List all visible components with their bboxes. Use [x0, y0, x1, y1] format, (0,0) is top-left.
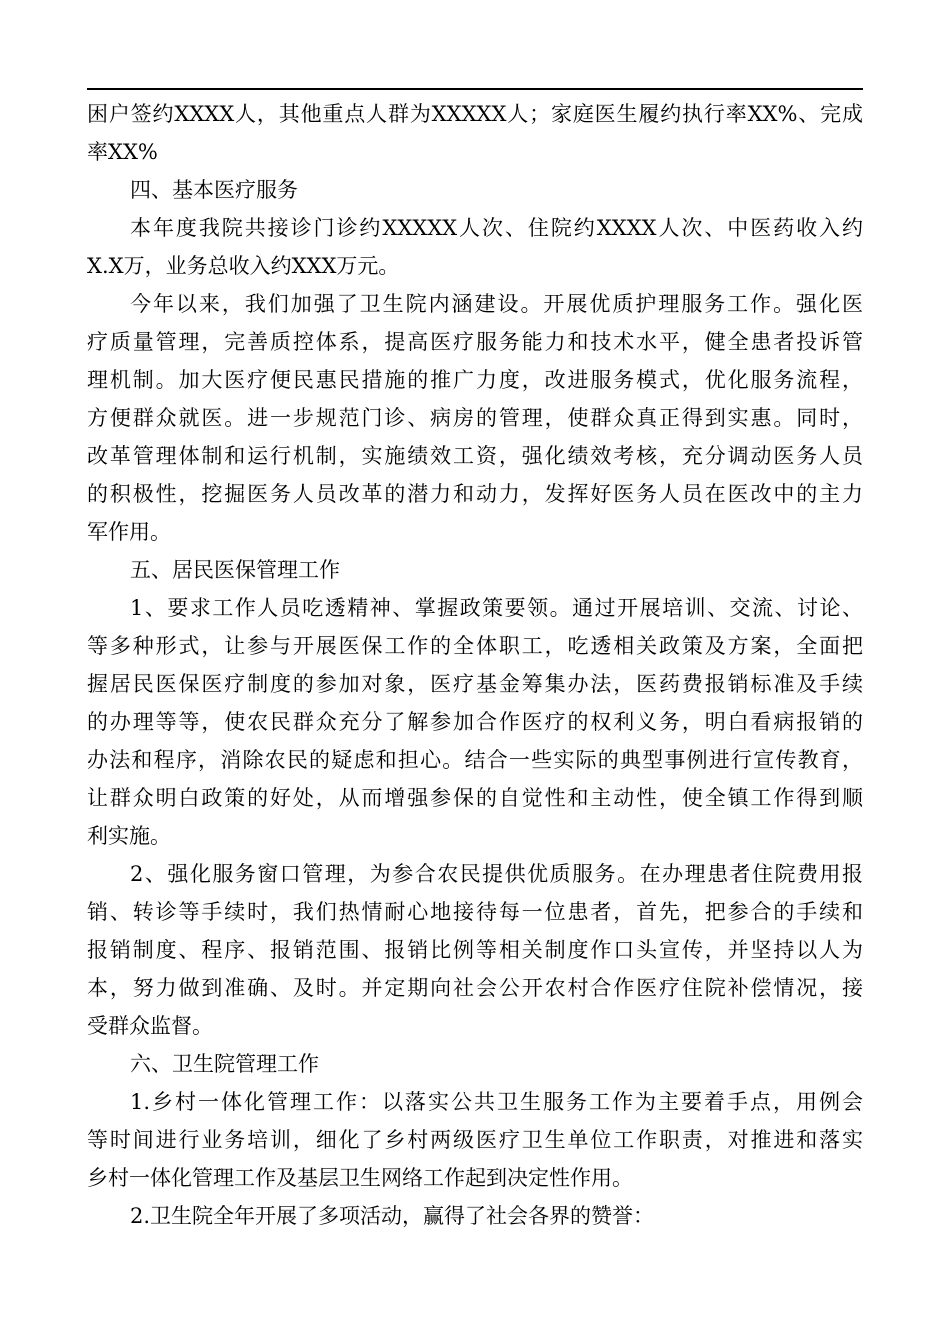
text-line: 方便群众就医。进一步规范门诊、病房的管理，使群众真正得到实惠。同时， [87, 406, 863, 430]
header-rule [87, 88, 863, 90]
text-line: 等多种形式，让参与开展医保工作的全体职工，吃透相关政策及方案，全面把 [87, 634, 863, 658]
text-line: 等时间进行业务培训，细化了乡村两级医疗卫生单位工作职责，对推进和落实 [87, 1128, 863, 1152]
text-line: 困户签约XXXX人，其他重点人群为XXXXX人；家庭医生履约执行率XX%、完成 [87, 102, 863, 126]
text-line: 改革管理体制和运行机制，实施绩效工资，强化绩效考核，充分调动医务人员 [87, 444, 863, 468]
text-line: 乡村一体化管理工作及基层卫生网络工作起到决定性作用。 [87, 1166, 633, 1190]
paragraph-first-line: 2.卫生院全年开展了多项活动，赢得了社会各界的赞誉： [130, 1204, 655, 1228]
text-line: 本，努力做到准确、及时。并定期向社会公开农村合作医疗住院补偿情况，接 [87, 976, 863, 1000]
section-heading: 四、基本医疗服务 [130, 178, 298, 202]
text-line: 利实施。 [87, 824, 171, 848]
text-line: 理机制。加大医疗便民惠民措施的推广力度，改进服务模式，优化服务流程， [87, 368, 863, 392]
text-line: 报销制度、程序、报销范围、报销比例等相关制度作口头宣传，并坚持以人为 [87, 938, 863, 962]
text-line: 让群众明白政策的好处，从而增强参保的自觉性和主动性，使全镇工作得到顺 [87, 786, 863, 810]
text-line: 销、转诊等手续时，我们热情耐心地接待每一位患者，首先，把参合的手续和 [87, 900, 863, 924]
paragraph-first-line: 2、强化服务窗口管理，为参合农民提供优质服务。在办理患者住院费用报 [130, 862, 863, 886]
paragraph-first-line: 今年以来，我们加强了卫生院内涵建设。开展优质护理服务工作。强化医 [130, 292, 863, 316]
text-line: 的办理等等，使农民群众充分了解参加合作医疗的权利义务，明白看病报销的 [87, 710, 863, 734]
text-line: 军作用。 [87, 520, 171, 544]
paragraph-first-line: 1.乡村一体化管理工作：以落实公共卫生服务工作为主要着手点，用例会 [130, 1090, 863, 1114]
section-heading: 五、居民医保管理工作 [130, 558, 340, 582]
paragraph-first-line: 本年度我院共接诊门诊约XXXXX人次、住院约XXXX人次、中医药收入约 [130, 216, 863, 240]
text-line: X.X万，业务总收入约XXX万元。 [87, 254, 400, 278]
text-line: 握居民医保医疗制度的参加对象，医疗基金筹集办法，医药费报销标准及手续 [87, 672, 863, 696]
text-line: 率XX% [87, 140, 158, 164]
paragraph-first-line: 1、要求工作人员吃透精神、掌握政策要领。通过开展培训、交流、讨论、 [130, 596, 863, 620]
section-heading: 六、卫生院管理工作 [130, 1052, 319, 1076]
text-line: 的积极性，挖掘医务人员改革的潜力和动力，发挥好医务人员在医改中的主力 [87, 482, 863, 506]
text-line: 办法和程序，消除农民的疑虑和担心。结合一些实际的典型事例进行宣传教育， [87, 748, 863, 772]
text-line: 受群众监督。 [87, 1014, 213, 1038]
text-line: 疗质量管理，完善质控体系，提高医疗服务能力和技术水平，健全患者投诉管 [87, 330, 863, 354]
